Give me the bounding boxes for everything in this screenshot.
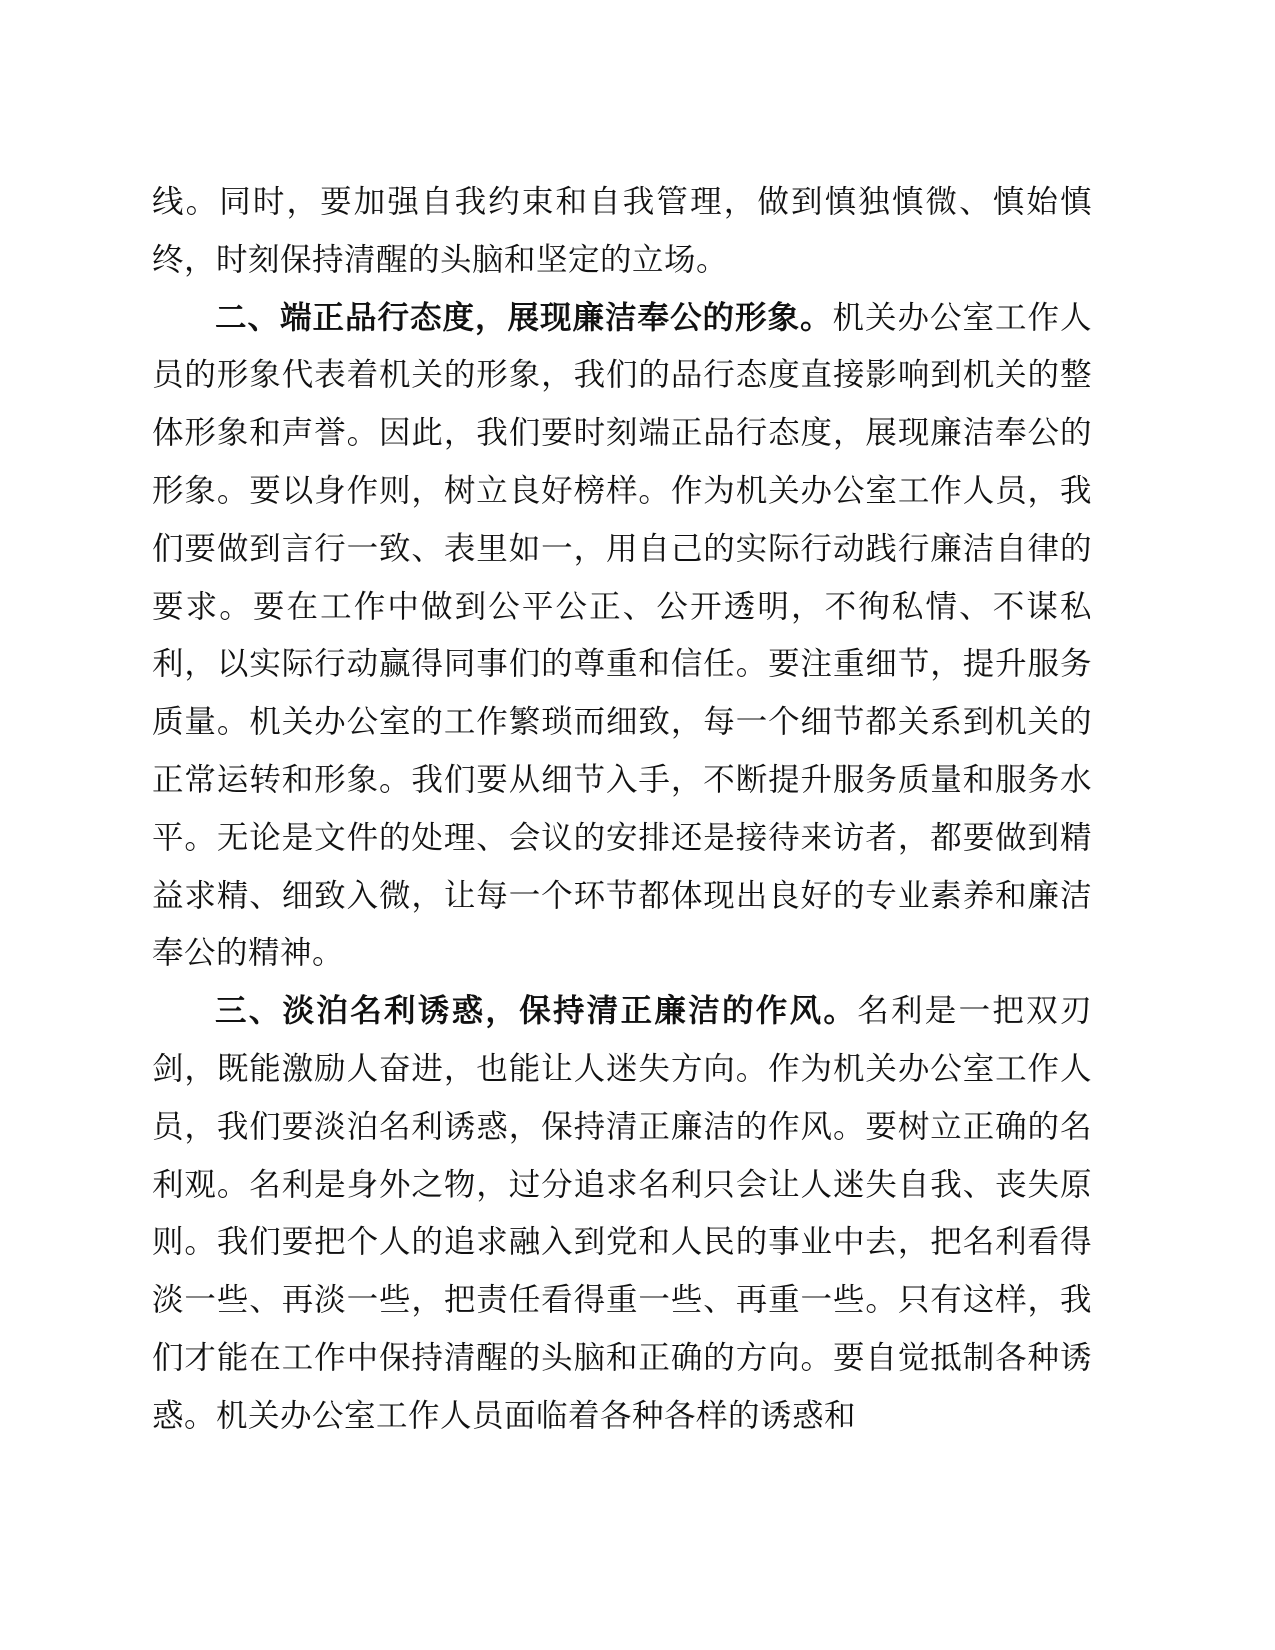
paragraph-section-two: [152, 290, 1092, 984]
paragraph-body: 名利是一把双刃剑，既能激励人奋进，也能让人迷失方向。作为机关办公室工作人员，我们要淡泊名利诱惑，保持清正廉洁的作风。要树立正确的名利观。名利是身外之物，过分追求名利只会让人迷失自我、丧失原则。我们要把个人的追求融入到党和人民的事业中去，把名利看得淡一些、再淡一些，把责任看得重一些、再重一些。只有这样，我们才能在工作中保持清醒的头脑和正确的方向。要自觉抵制各种诱惑。机关办公室工作人员面临着各种各样的诱惑和: [152, 993, 1092, 1434]
section-heading: 三、淡泊名利诱惑，保持清正廉洁的作风。: [215, 993, 858, 1030]
paragraph-section-three: [152, 983, 1092, 1445]
section-heading: 二、端正品行态度，展现廉洁奉公的形象。: [215, 299, 833, 336]
paragraph-continuation: [152, 174, 1092, 290]
document-body: [152, 174, 1092, 1446]
paragraph-body: 机关办公室工作人员的形象代表着机关的形象，我们的品行态度直接影响到机关的整体形象和声誉。因此，我们要时刻端正品行态度，展现廉洁奉公的形象。要以身作则，树立良好榜样。作为机关办公室工作人员，我们要做到言行一致、表里如一，用自己的实际行动践行廉洁自律的要求。要在工作中做到公平公正、公开透明，不徇私情、不谋私利，以实际行动赢得同事们的尊重和信任。要注重细节，提升服务质量。机关办公室的工作繁琐而细致，每一个细节都关系到机关的正常运转和形象。我们要从细节入手，不断提升服务质量和服务水平。无论是文件的处理、会议的安排还是接待来访者，都要做到精益求精、细致入微，让每一个环节都体现出良好的专业素养和廉洁奉公的精神。: [152, 299, 1092, 972]
paragraph-body: 线。同时，要加强自我约束和自我管理，做到慎独慎微、慎始慎终，时刻保持清醒的头脑和坚定的立场。: [152, 184, 1092, 278]
